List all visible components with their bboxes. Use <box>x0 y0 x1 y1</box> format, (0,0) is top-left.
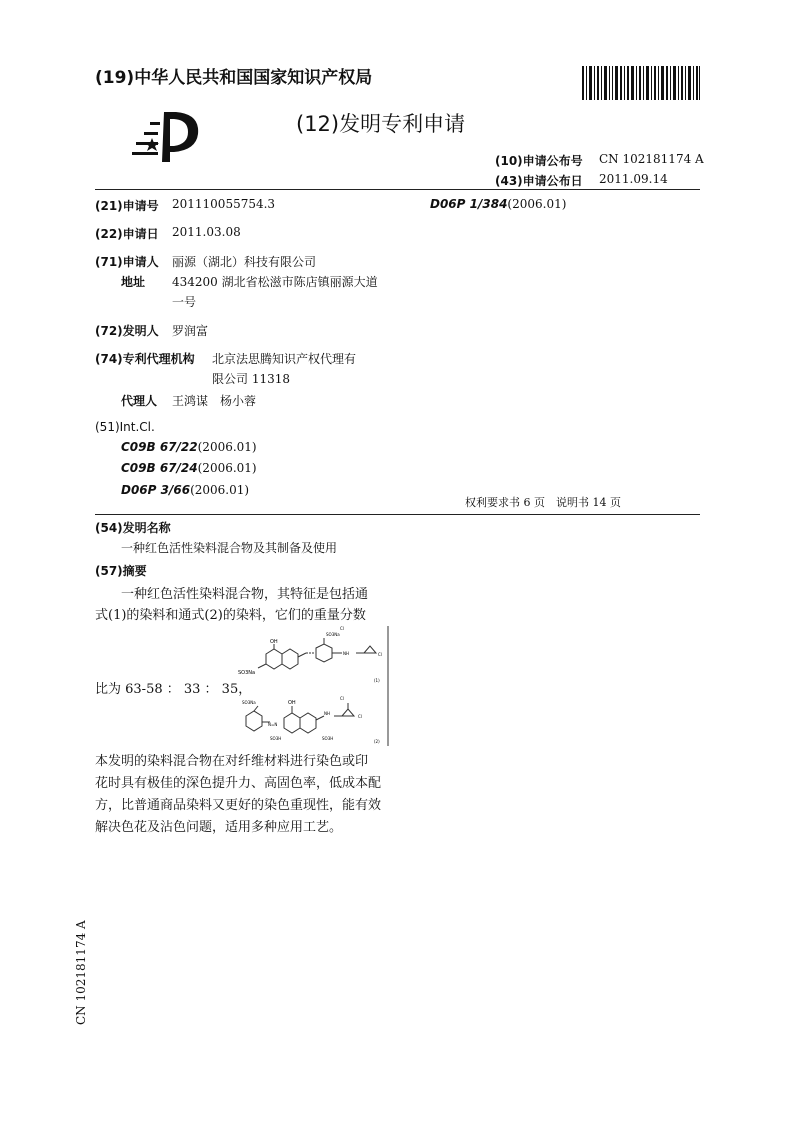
intcl-ver: (2006.01) <box>190 483 250 497</box>
header-divider <box>95 189 700 190</box>
formula-so3na-left: SO3Na <box>238 670 256 676</box>
formula-n-eq-n: N=N <box>268 722 278 727</box>
abstract-p2-line: 解决色花及沾色问题，适用多种应用工艺。 <box>95 820 343 835</box>
agent: 王鸿谋 杨小蓉 <box>172 394 257 408</box>
address-line1: 434200 湖北省松滋市陈店镇丽源大道 <box>172 275 378 289</box>
formula-oh-1: OH <box>270 639 278 645</box>
barcode-graphic <box>582 66 700 100</box>
abstract-p1-line1: 一种红色活性染料混合物，其特征是包括通 <box>121 587 369 602</box>
intcl-code: C09B 67/22 <box>121 440 198 454</box>
invention-title: 一种红色活性染料混合物及其制备及使用 <box>121 541 338 555</box>
pages-note: 权利要求书 6 页 说明书 14 页 <box>465 496 621 509</box>
address-line2: 一号 <box>172 295 197 309</box>
formula-so3h-b: SO3H <box>322 736 334 741</box>
chemical-formula <box>236 624 394 748</box>
agency-line1: 北京法思腾知识产权代理有 <box>212 352 357 366</box>
right-class-code: D06P 1/384 <box>430 197 508 211</box>
applicant: 丽源（湖北）科技有限公司 <box>172 255 317 269</box>
inventor: 罗润富 <box>172 324 209 338</box>
formula-eq-1: (1) <box>374 678 380 683</box>
abstract-p1-line2: 式(1)的染料和通式(2)的染料，它们的重量分数 <box>95 608 366 623</box>
agency-label: (74)专利代理机构 <box>95 352 195 366</box>
side-publication-number: CN 102181174 A <box>74 920 88 1025</box>
pub-no-label: (10)申请公布号 <box>495 154 583 168</box>
barcode <box>582 66 700 100</box>
pub-date: 2011.09.14 <box>599 172 668 186</box>
formula-structure <box>236 624 394 748</box>
formula-so3h-a: SO3H <box>270 736 282 741</box>
title-label: (54)发明名称 <box>95 521 171 535</box>
app-no: 201110055754.3 <box>172 197 276 211</box>
abstract-p2-line: 花时具有极佳的深色提升力、高固色率，低成本配 <box>95 776 382 791</box>
intcl-code: C09B 67/24 <box>121 461 198 475</box>
authority-name: (19)中华人民共和国国家知识产权局 <box>95 68 373 88</box>
right-classification <box>430 197 566 211</box>
formula-nh-1: NH <box>343 651 349 656</box>
sipo-logo-icon <box>130 108 202 164</box>
formula-cl-4: Cl <box>358 714 362 719</box>
app-date: 2011.03.08 <box>172 225 241 239</box>
abstract-label: (57)摘要 <box>95 564 147 578</box>
sipo-logo <box>130 108 202 164</box>
pub-no: CN 102181174 A <box>599 152 704 166</box>
intcl-label: (51)Int.Cl. <box>95 420 155 434</box>
applicant-label: (71)申请人 <box>95 255 159 269</box>
agency-line2: 限公司 11318 <box>212 372 290 386</box>
intcl-entry <box>121 440 257 454</box>
intcl-code: D06P 3/66 <box>121 483 191 497</box>
intcl-entry <box>121 483 249 497</box>
abstract-ratio: 比为 63-58 ： 33 ： 35， <box>95 682 252 697</box>
intcl-ver: (2006.01) <box>197 461 257 475</box>
formula-so3na-top: SO3Na <box>326 632 340 637</box>
inventor-label: (72)发明人 <box>95 324 159 338</box>
formula-oh-2: OH <box>288 700 296 706</box>
intcl-entry <box>121 461 257 475</box>
formula-cl-1: Cl <box>340 626 344 631</box>
agent-label: 代理人 <box>121 394 158 408</box>
right-class-ver: (2006.01) <box>507 197 567 211</box>
formula-eq-2: (2) <box>374 739 380 744</box>
formula-so3nam: SO3Na <box>242 700 256 705</box>
formula-nh-2: NH <box>324 711 330 716</box>
formula-cl-2: Cl <box>378 652 382 657</box>
app-no-label: (21)申请号 <box>95 199 159 213</box>
pub-date-label: (43)申请公布日 <box>495 174 583 188</box>
document-type: (12)发明专利申请 <box>296 112 466 136</box>
app-date-label: (22)申请日 <box>95 227 159 241</box>
section-divider <box>95 514 700 515</box>
formula-cl-3: Cl <box>340 696 344 701</box>
abstract-p2-line: 本发明的染料混合物在对纤维材料进行染色或印 <box>95 754 369 769</box>
address-label: 地址 <box>121 275 146 289</box>
intcl-ver: (2006.01) <box>197 440 257 454</box>
abstract-p2-line: 方，比普通商品染料又更好的染色重现性，能有效 <box>95 798 382 813</box>
